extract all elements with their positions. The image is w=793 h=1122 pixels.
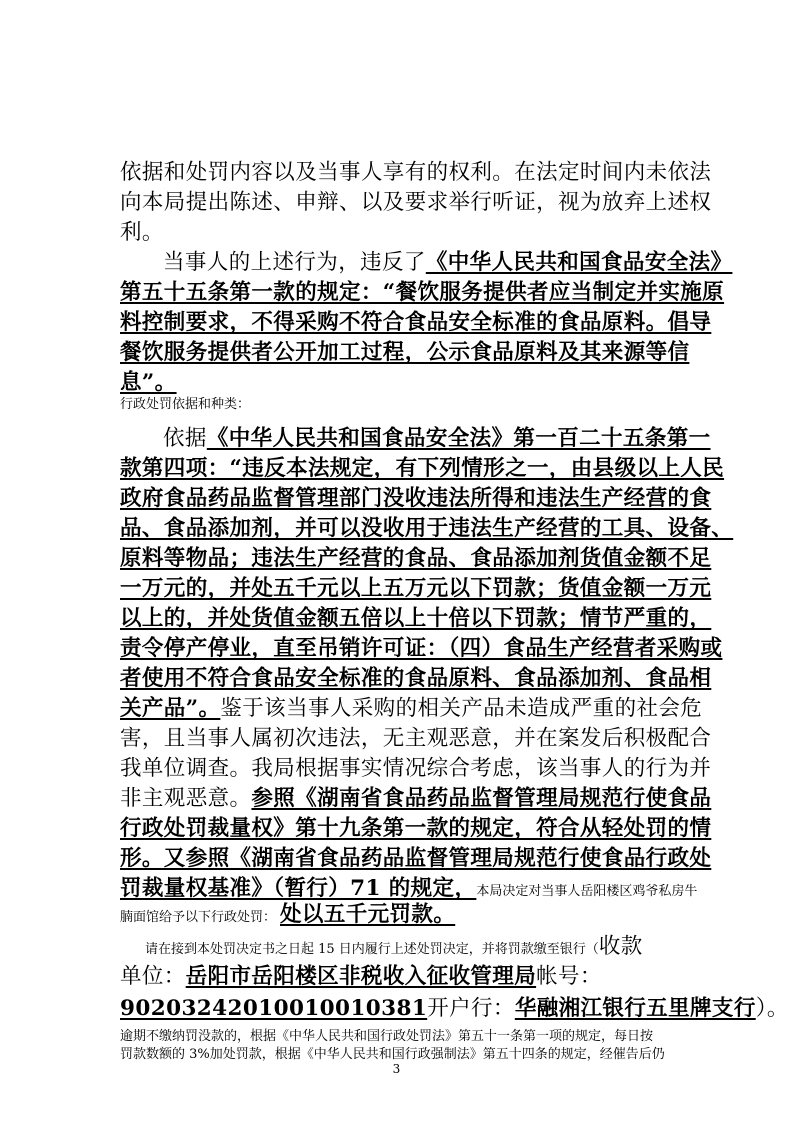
paragraph-line: 我单位调查。我局根据事实情况综合考虑，该当事人的行为并	[120, 756, 712, 781]
quoted-law-line: 息”。	[120, 370, 177, 395]
quoted-law-line: 餐饮服务提供者公开加工过程，公示食品原料及其来源等信	[120, 340, 690, 365]
payee-name: 岳阳市岳阳楼区非税收入征收管理局	[185, 964, 537, 989]
penalty-amount: 处以五千元罚款。	[280, 902, 456, 927]
account-number: 90203242010010010381	[120, 996, 428, 1021]
note-line: 逾期不缴纳罚没款的，根据《中华人民共和国行政处罚法》第五十一条第一项的规定，每日按	[120, 1029, 654, 1044]
quoted-law-line: 者使用不符合食品安全标准的食品原料、食品添加剂、食品相	[120, 666, 712, 691]
page-number: 3	[392, 1062, 401, 1076]
quoted-law-line: 品、食品添加剂，并可以没收用于违法生产经营的工具、设备、	[120, 516, 734, 541]
paragraph-line: 依据和处罚内容以及当事人享有的权利。在法定时间内未依法	[120, 160, 712, 185]
paragraph-line: 非主观恶意。参照《湖南省食品药品监督管理局规范行使食品	[120, 786, 712, 811]
quoted-law-line: 一万元的，并处五千元以上五万元以下罚款；货值金额一万元	[120, 576, 712, 601]
paragraph-line: 向本局提出陈述、申辩、以及要求举行听证，视为放弃上述权	[120, 190, 712, 215]
quoted-law-line: 以上的，并处货值金额五倍以上十倍以下罚款；情节严重的，	[120, 606, 712, 631]
penalty-line: 腩面馆给予以下行政处罚： 处以五千元罚款。	[120, 902, 456, 927]
quoted-law-line: 款第四项：“违反本法规定，有下列情形之一，由县级以上人民	[120, 456, 725, 481]
section-heading: 行政处罚依据和种类：	[120, 397, 251, 412]
payment-line: 请在接到本处罚决定书之日起 15 日内履行上述处罚决定，并将罚款缴至银行（收款	[145, 934, 643, 959]
law-citation: 《中华人民共和国食品安全法》第一百二十五条第一	[206, 426, 711, 451]
quoted-law-line: 原料等物品；违法生产经营的食品、食品添加剂货值金额不足	[120, 546, 712, 571]
law-citation: 《中华人民共和国食品安全法》	[425, 250, 733, 275]
quoted-law-line: 行政处罚裁量权》第十九条第一款的规定，符合从轻处罚的情	[120, 816, 712, 841]
payment-line: 90203242010010010381开户行：华融湘江银行五里牌支行）。	[120, 996, 789, 1021]
paragraph-line: 罚裁量权基准》（暂行）71 的规定，本局决定对当事人岳阳楼区鸡爷私房牛	[120, 876, 698, 901]
quoted-law-line: 政府食品药品监督管理部门没收违法所得和违法生产经营的食	[120, 486, 712, 511]
paragraph-line: 利。	[120, 220, 164, 245]
payment-line: 单位：岳阳市岳阳楼区非税收入征收管理局帐号：	[120, 964, 602, 989]
paragraph-line: 当事人的上述行为，违反了《中华人民共和国食品安全法》	[163, 250, 733, 275]
paragraph-line: 关产品”。鉴于该当事人采购的相关产品未造成严重的社会危	[120, 696, 703, 721]
paragraph-line: 害，且当事人属初次违法，无主观恶意，并在案发后积极配合	[120, 726, 712, 751]
quoted-law-line: 形。又参照《湖南省食品药品监督管理局规范行使食品行政处	[120, 846, 712, 871]
note-line: 罚款数额的 3%加处罚款，根据《中华人民共和国行政强制法》第五十四条的规定，经催告后仍	[120, 1047, 665, 1062]
quoted-law-line: 料控制要求，不得采购不符合食品安全标准的食品原料。倡导	[120, 310, 712, 335]
bank-name: 华融湘江银行五里牌支行	[514, 996, 756, 1021]
quoted-law-line: 责令停产停业，直至吊销许可证：（四）食品生产经营者采购或	[120, 636, 723, 661]
quoted-law-line: 第五十五条第一款的规定：“餐饮服务提供者应当制定并实施原	[120, 280, 725, 305]
paragraph-line: 依据《中华人民共和国食品安全法》第一百二十五条第一	[163, 426, 711, 451]
